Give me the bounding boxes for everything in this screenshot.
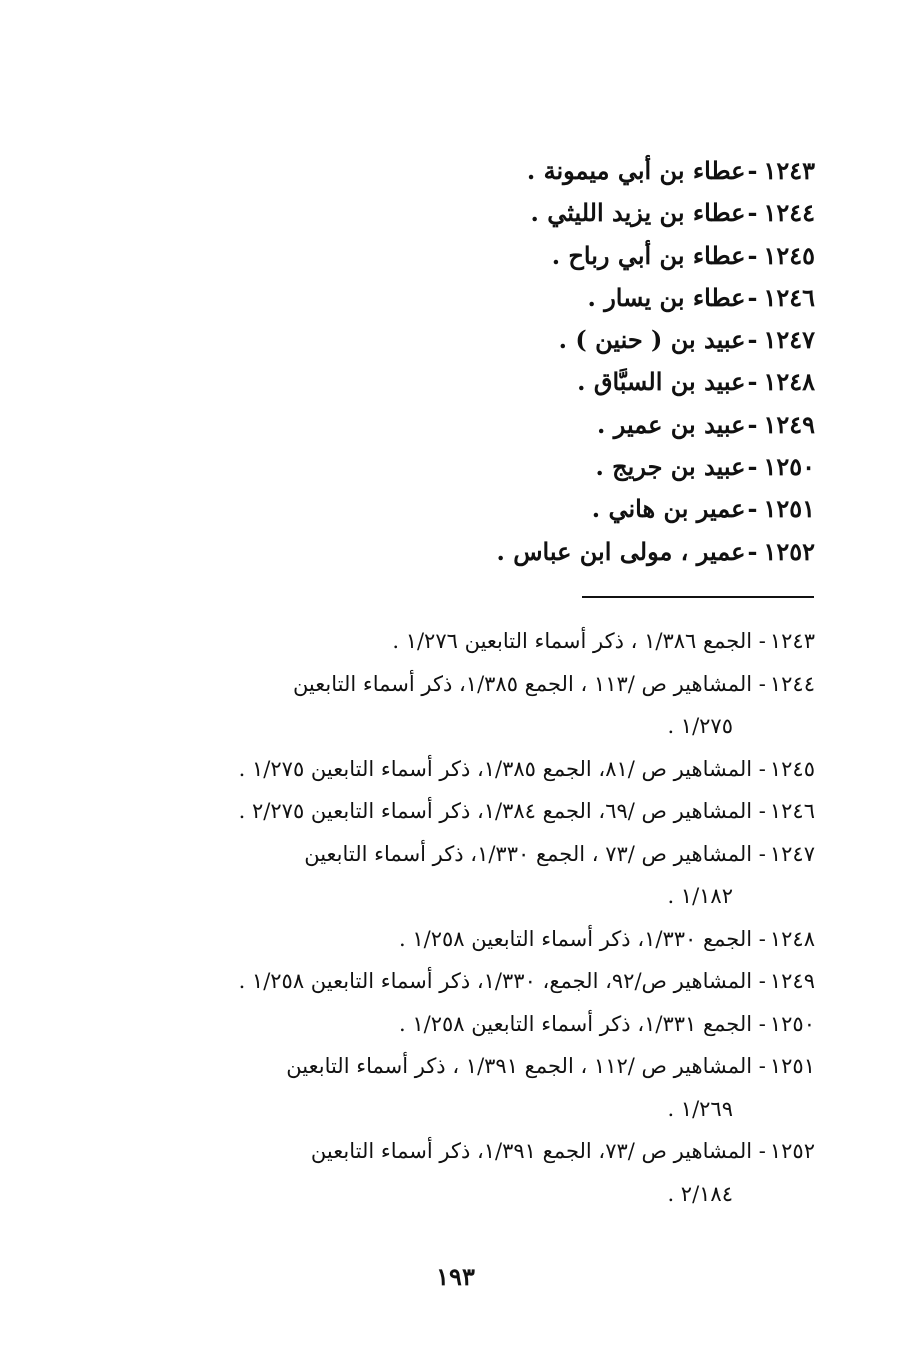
footnote-number: ١٢٤٦ (769, 799, 815, 823)
entry-text: عبيد بن ( حنين ) . (558, 325, 746, 355)
footnote-1247: ١٢٤٧- المشاهير ص /٧٣ ، الجمع ١/٣٣٠، ذكر أسماء التابعين ١/١٨٢ . (135, 833, 815, 918)
entry-text: عطاء بن أبي ميمونة . (526, 156, 746, 185)
entry-text: عطاء بن أبي رباح . (551, 240, 746, 270)
entry-number: ١٢٤٤ (763, 198, 815, 228)
entry-text: عمير بن هاني . (591, 494, 746, 524)
entry-1251: ١٢٥١-عمير بن هاني . (591, 494, 815, 524)
entry-text: عبيد بن السبَّاق . (577, 367, 746, 397)
footnote-1251: ١٢٥١- المشاهير ص /١١٢ ، الجمع ١/٣٩١ ، ذكر أسماء التابعين ١/٢٦٩ . (135, 1045, 815, 1130)
footnote-number: ١٢٤٥ (769, 756, 815, 781)
entry-number: ١٢٤٩ (763, 409, 815, 439)
footnote-continuation: ١/١٨٢ . (667, 884, 733, 908)
footnote-continuation: ١/٢٦٩ . (667, 1096, 733, 1121)
footnote-1245: ١٢٤٥- المشاهير ص /٨١، الجمع ١/٣٨٥، ذكر أسماء التابعين ١/٢٧٥ . (238, 756, 815, 781)
footnote-text: الجمع ١/٣٨٦ ، ذكر أسماء التابعين ١/٢٧٦ . (392, 629, 753, 653)
footnote-number: ١٢٥١ (769, 1054, 815, 1078)
footnote-1248: ١٢٤٨- الجمع ١/٣٣٠، ذكر أسماء التابعين ١/٢٥٨ . (399, 926, 815, 951)
footnote-text: المشاهير ص /٧٣، الجمع ١/٣٩١، ذكر أسماء التابعين (310, 1139, 753, 1163)
entry-1252: ١٢٥٢-عمير ، مولى ابن عباس . (496, 536, 815, 566)
entry-1246: ١٢٤٦-عطاء بن يسار . (587, 282, 815, 312)
footnote-number: ١٢٤٣ (769, 629, 815, 653)
entry-number: ١٢٤٣ (763, 156, 815, 185)
entry-text: عبيد بن عمير . (597, 409, 746, 439)
footnote-text: المشاهير ص/٩٢، الجمع، ١/٣٣٠، ذكر أسماء التابعين ١/٢٥٨ . (238, 969, 753, 993)
footnote-1249: ١٢٤٩- المشاهير ص/٩٢، الجمع، ١/٣٣٠، ذكر أسماء التابعين ١/٢٥٨ . (238, 969, 815, 993)
footnote-1252: ١٢٥٢- المشاهير ص /٧٣، الجمع ١/٣٩١، ذكر أسماء التابعين ٢/١٨٤ . (135, 1130, 815, 1215)
footnote-text: المشاهير ص /٧٣ ، الجمع ١/٣٣٠، ذكر أسماء التابعين (304, 841, 753, 866)
entry-1248: ١٢٤٨-عبيد بن السبَّاق . (577, 367, 815, 397)
entry-text: عبيد بن جريج . (595, 452, 746, 482)
entry-number: ١٢٤٥ (763, 240, 815, 270)
footnote-text: الجمع ١/٣٣٠، ذكر أسماء التابعين ١/٢٥٨ . (399, 926, 753, 951)
entry-text: عطاء بن يسار . (587, 282, 746, 312)
footnote-text: المشاهير ص /٨١، الجمع ١/٣٨٥، ذكر أسماء التابعين ١/٢٧٥ . (238, 756, 753, 781)
entries-list (295, 150, 815, 573)
footnote-number: ١٢٥٠ (769, 1011, 815, 1036)
entry-1250: ١٢٥٠-عبيد بن جريج . (595, 452, 815, 482)
footnote-number: ١٢٤٨ (769, 926, 815, 951)
entry-1247: ١٢٤٧-عبيد بن ( حنين ) . (558, 325, 815, 355)
entry-number: ١٢٥٢ (763, 536, 815, 566)
page-number: ١٩٣ (436, 1262, 475, 1291)
entry-number: ١٢٥١ (763, 494, 815, 524)
footnote-1244: ١٢٤٤- المشاهير ص /١١٣ ، الجمع ١/٣٨٥، ذكر أسماء التابعين ١/٢٧٥ . (135, 663, 815, 748)
entry-1243: ١٢٤٣-عطاء بن أبي ميمونة . (526, 156, 815, 185)
footnote-number: ١٢٤٧ (769, 841, 815, 866)
footnotes-list (135, 620, 815, 1215)
footnote-text: المشاهير ص /١١٣ ، الجمع ١/٣٨٥، ذكر أسماء التابعين (292, 671, 753, 696)
entry-number: ١٢٥٠ (763, 452, 815, 482)
entry-number: ١٢٤٦ (763, 282, 815, 312)
footnote-1243: ١٢٤٣- الجمع ١/٣٨٦ ، ذكر أسماء التابعين ١/٢٧٦ . (392, 629, 815, 653)
footnote-number: ١٢٤٤ (769, 671, 815, 696)
footnote-text: المشاهير ص /٦٩، الجمع ١/٣٨٤، ذكر أسماء التابعين ٢/٢٧٥ . (238, 799, 753, 823)
entry-1249: ١٢٤٩-عبيد بن عمير . (597, 409, 815, 439)
footnote-1246: ١٢٤٦- المشاهير ص /٦٩، الجمع ١/٣٨٤، ذكر أسماء التابعين ٢/٢٧٥ . (238, 799, 815, 823)
footnote-1250: ١٢٥٠- الجمع ١/٣٣١، ذكر أسماء التابعين ١/٢٥٨ . (399, 1011, 815, 1036)
footnote-text: الجمع ١/٣٣١، ذكر أسماء التابعين ١/٢٥٨ . (399, 1011, 753, 1036)
footnote-number: ١٢٥٢ (769, 1139, 815, 1163)
footnote-continuation: ١/٢٧٥ . (667, 714, 733, 738)
footnote-divider (582, 596, 814, 598)
footnote-number: ١٢٤٩ (769, 969, 815, 993)
entry-text: عطاء بن يزيد الليثي . (530, 198, 746, 228)
entry-number: ١٢٤٨ (763, 367, 815, 397)
footnote-continuation: ٢/١٨٤ . (667, 1181, 733, 1206)
entry-text: عمير ، مولى ابن عباس . (496, 536, 746, 566)
footnote-text: المشاهير ص /١١٢ ، الجمع ١/٣٩١ ، ذكر أسماء التابعين (286, 1054, 753, 1078)
entry-1244: ١٢٤٤-عطاء بن يزيد الليثي . (530, 198, 815, 228)
entry-number: ١٢٤٧ (763, 325, 815, 355)
entry-1245: ١٢٤٥-عطاء بن أبي رباح . (551, 240, 815, 270)
